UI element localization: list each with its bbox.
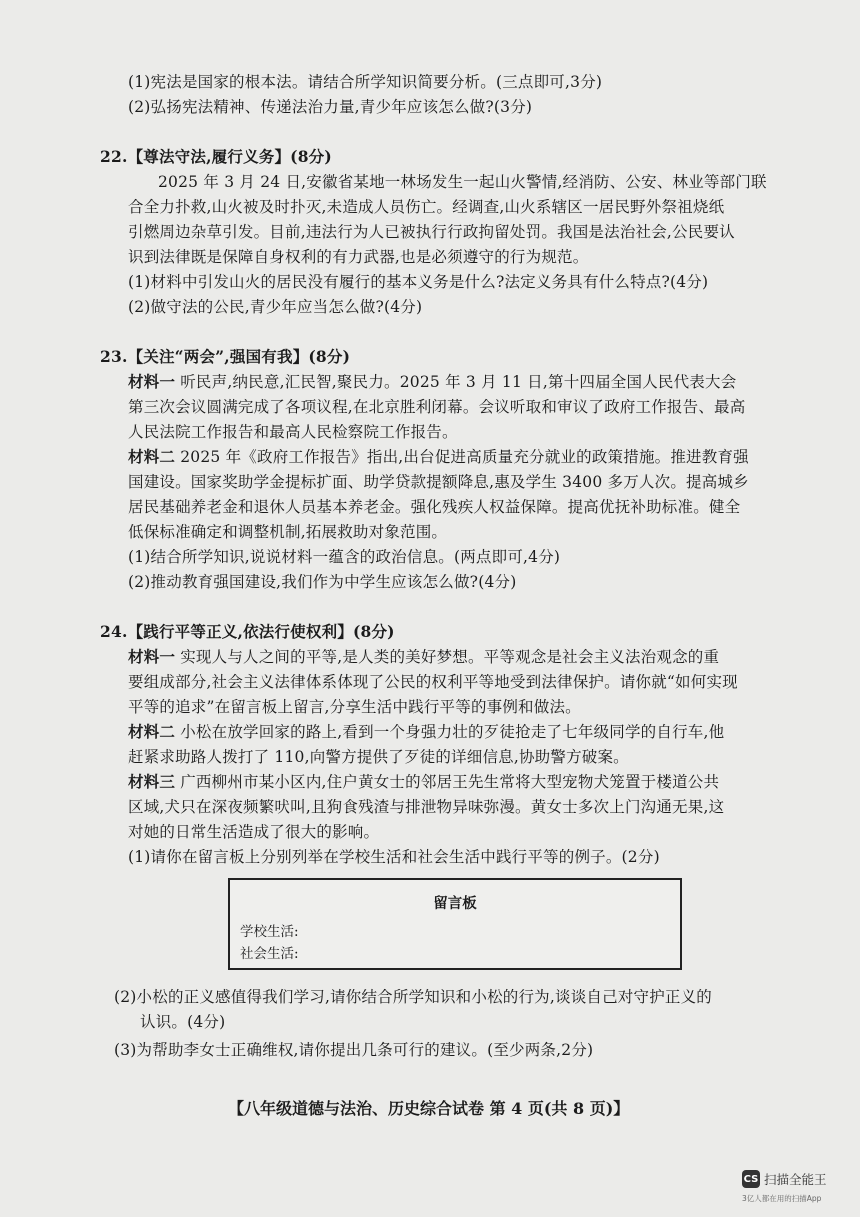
page-footer: 【八年级道德与法治、历史综合试卷 第 4 页(共 8 页)】 xyxy=(228,1099,630,1118)
text-line xyxy=(114,1040,593,1060)
line-text: (1)结合所学知识,说说材料一蕴含的政治信息。(两点即可,4分) xyxy=(128,548,561,566)
line-text: 听民声,纳民意,汇民智,聚民力。2025 年 3 月 11 日,第十四届全国人民代表大会 xyxy=(175,373,737,391)
text-line xyxy=(128,797,724,817)
watermark-tagline: 3亿人都在用的扫描App xyxy=(742,1194,822,1203)
text-line xyxy=(128,572,516,592)
text-line xyxy=(140,1012,225,1032)
line-text: 对她的日常生活造成了很大的影响。 xyxy=(128,823,380,841)
text-line xyxy=(158,172,767,192)
text-line xyxy=(128,222,735,242)
text-line xyxy=(128,747,629,767)
line-text: (2)推动教育强国建设,我们作为中学生应该怎么做?(4分) xyxy=(128,573,517,591)
line-text: (3)为帮助李女士正确维权,请你提出几条可行的建议。(至少两条,2分) xyxy=(114,1041,594,1059)
line-text: 2025 年《政府工作报告》指出,出台促进高质量充分就业的政策措施。推进教育强 xyxy=(175,448,749,466)
text-line xyxy=(128,447,749,467)
text-line xyxy=(128,672,738,692)
text-line xyxy=(128,97,532,117)
text-line xyxy=(128,522,447,542)
school-life-label: 学校生活: xyxy=(240,924,299,940)
text-line xyxy=(128,72,602,92)
text-line xyxy=(128,372,736,392)
text-line xyxy=(128,247,588,267)
message-board-title: 留言板 xyxy=(433,895,477,912)
text-line xyxy=(128,822,379,842)
line-text: 认识。(4分) xyxy=(140,1013,226,1031)
text-line xyxy=(128,397,745,417)
line-text: 23.【关注“两会”,强国有我】(8分) xyxy=(100,347,351,366)
line-text: 小松在放学回家的路上,看到一个身强力壮的歹徒抢走了七年级同学的自行车,他 xyxy=(175,723,725,741)
material-label: 材料一 xyxy=(128,647,176,666)
line-text: 22.【尊法守法,履行义务】(8分) xyxy=(100,147,332,166)
question-heading xyxy=(100,622,395,642)
text-line xyxy=(128,497,740,517)
line-text: 平等的追求”在留言板上留言,分享生活中践行平等的事例和做法。 xyxy=(128,698,581,716)
question-heading xyxy=(100,147,332,167)
line-text: (2)弘扬宪法精神、传递法治力量,青少年应该怎么做?(3分) xyxy=(128,98,533,116)
text-line xyxy=(128,647,719,667)
material-label: 材料二 xyxy=(128,722,176,741)
line-text: 第三次会议圆满完成了各项议程,在北京胜利闭幕。会议听取和审议了政府工作报告、最高 xyxy=(128,398,746,416)
line-text: (1)材料中引发山火的居民没有履行的基本义务是什么?法定义务具有什么特点?(4分) xyxy=(128,273,709,291)
line-text: 低保标准确定和调整机制,拓展救助对象范围。 xyxy=(128,523,448,541)
text-line xyxy=(128,847,660,867)
line-text: (1)宪法是国家的根本法。请结合所学知识简要分析。(三点即可,3分) xyxy=(128,73,603,91)
material-label: 材料三 xyxy=(128,772,176,791)
watermark-app-name: 扫描全能王 xyxy=(764,1172,827,1187)
text-line xyxy=(128,197,724,217)
line-text: 居民基础养老金和退休人员基本养老金。强化残疾人权益保障。提高优抚补助标准。健全 xyxy=(128,498,741,516)
text-line xyxy=(128,297,422,317)
line-text: 国建设。国家奖助学金提标扩面、助学贷款提额降息,惠及学生 3400 多万人次。提高城乡 xyxy=(128,473,749,491)
text-line xyxy=(128,722,724,742)
text-line xyxy=(128,697,581,717)
text-line xyxy=(128,472,749,492)
line-text: (2)做守法的公民,青少年应当怎么做?(4分) xyxy=(128,298,423,316)
scanner-watermark xyxy=(742,1170,827,1188)
line-text: 2025 年 3 月 24 日,安徽省某地一林场发生一起山火警情,经消防、公安、林业等部门联 xyxy=(158,173,767,191)
camscanner-logo-icon: CS xyxy=(742,1170,760,1188)
text-line xyxy=(128,547,560,567)
line-text: 广西柳州市某小区内,住户黄女士的邻居王先生常将大型宠物犬笼置于楼道公共 xyxy=(175,773,720,791)
line-text: 赶紧求助路人拨打了 110,向警方提供了歹徒的详细信息,协助警方破案。 xyxy=(128,748,629,766)
line-text: 识到法律既是保障自身权利的有力武器,也是必须遵守的行为规范。 xyxy=(128,248,589,266)
line-text: (1)请你在留言板上分别列举在学校生活和社会生活中践行平等的例子。(2分) xyxy=(128,848,660,866)
message-board xyxy=(228,878,682,970)
line-text: 引燃周边杂草引发。目前,违法行为人已被执行行政拘留处罚。我国是法治社会,公民要认 xyxy=(128,223,735,241)
material-label: 材料一 xyxy=(128,372,176,391)
text-line xyxy=(128,272,708,292)
line-text: 24.【践行平等正义,依法行使权利】(8分) xyxy=(100,622,395,641)
line-text: (2)小松的正义感值得我们学习,请你结合所学知识和小松的行为,谈谈自己对守护正义的 xyxy=(114,988,713,1006)
question-heading xyxy=(100,347,350,367)
line-text: 区域,犬只在深夜频繁吠叫,且狗食残渣与排泄物异味弥漫。黄女士多次上门沟通无果,这 xyxy=(128,798,725,816)
line-text: 实现人与人之间的平等,是人类的美好梦想。平等观念是社会主义法治观念的重 xyxy=(175,648,720,666)
society-life-label: 社会生活: xyxy=(240,946,299,962)
line-text: 人民法院工作报告和最高人民检察院工作报告。 xyxy=(128,423,458,441)
line-text: 合全力扑救,山火被及时扑灭,未造成人员伤亡。经调查,山火系辖区一居民野外祭祖烧纸 xyxy=(128,198,725,216)
line-text: 要组成部分,社会主义法律体系体现了公民的权利平等地受到法律保护。请你就“如何实现 xyxy=(128,673,738,691)
text-line xyxy=(114,987,712,1007)
text-line xyxy=(128,772,719,792)
material-label: 材料二 xyxy=(128,447,176,466)
text-line xyxy=(128,422,458,442)
